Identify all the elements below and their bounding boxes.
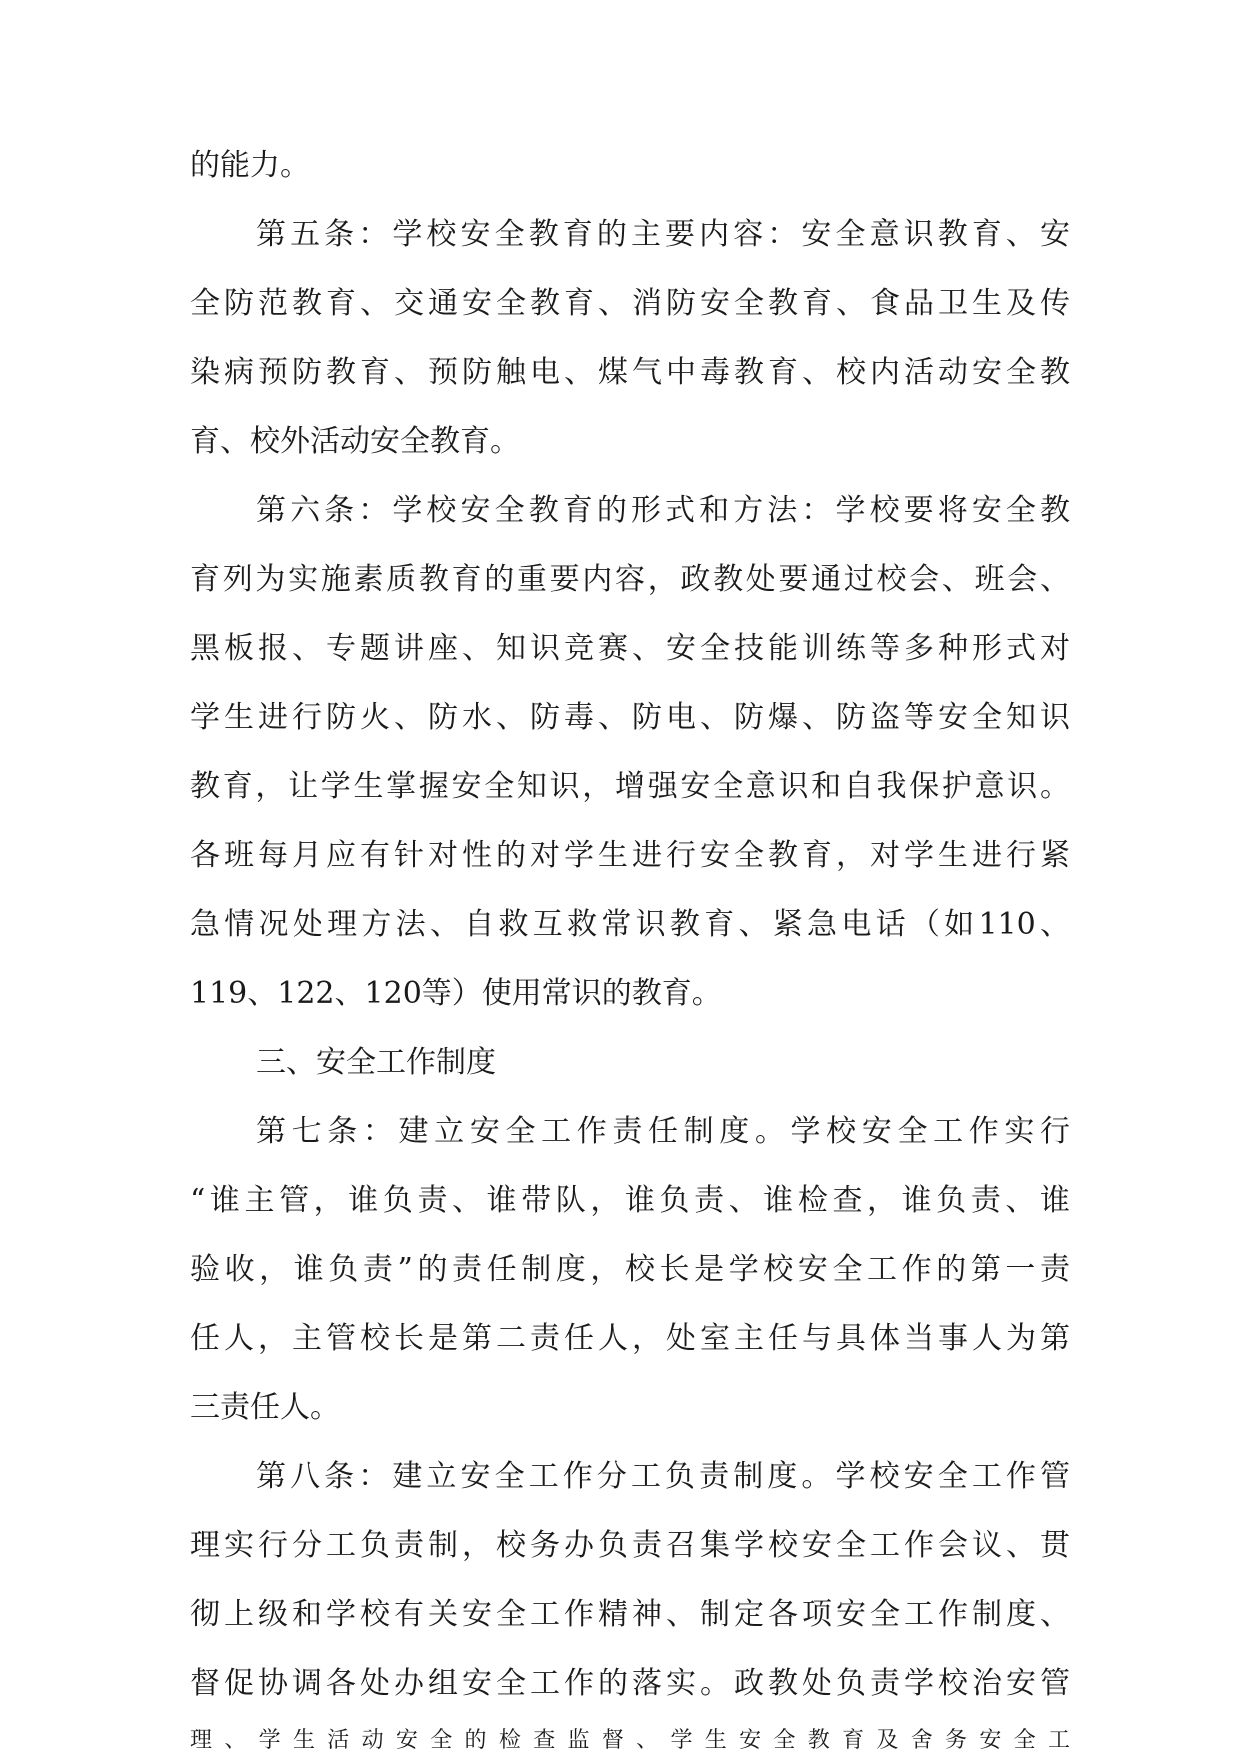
text-line: 染病预防教育、预防触电、煤气中毒教育、校内活动安全教: [190, 355, 1070, 390]
text-line: 的能力。: [190, 148, 310, 183]
text-line: 理、学生活动安全的检查监督、学生安全教育及舍务安全工: [190, 1728, 1070, 1753]
text-line: 第八条：建立安全工作分工负责制度。学校安全工作管: [256, 1459, 1070, 1494]
text-line: 黑板报、专题讲座、知识竞赛、安全技能训练等多种形式对: [190, 631, 1070, 666]
text-line: 彻上级和学校有关安全工作精神、制定各项安全工作制度、: [190, 1597, 1070, 1632]
text-line: 三责任人。: [190, 1390, 340, 1425]
text-line: 督促协调各处办组安全工作的落实。政教处负责学校治安管: [190, 1666, 1070, 1701]
text-line: 任人，主管校长是第二责任人，处室主任与具体当事人为第: [190, 1321, 1070, 1356]
text-line: 各班每月应有针对性的对学生进行安全教育，对学生进行紧: [190, 838, 1070, 873]
text-line: 急情况处理方法、自救互救常识教育、紧急电话（如110、: [190, 907, 1070, 942]
text-line: 119、122、120等）使用常识的教育。: [190, 976, 722, 1011]
text-line: 育列为实施素质教育的重要内容，政教处要通过校会、班会、: [190, 562, 1070, 597]
text-line: 教育，让学生掌握安全知识，增强安全意识和自我保护意识。: [190, 769, 1070, 804]
text-line: 第六条：学校安全教育的形式和方法：学校要将安全教: [256, 493, 1070, 528]
text-line: 学生进行防火、防水、防毒、防电、防爆、防盗等安全知识: [190, 700, 1070, 735]
text-line: 第五条：学校安全教育的主要内容：安全意识教育、安: [256, 217, 1070, 252]
text-line: 育、校外活动安全教育。: [190, 424, 520, 459]
section-heading: 三、安全工作制度: [256, 1045, 496, 1080]
text-line: 全防范教育、交通安全教育、消防安全教育、食品卫生及传: [190, 286, 1070, 321]
text-line: 理实行分工负责制，校务办负责召集学校安全工作会议、贯: [190, 1528, 1070, 1563]
text-line: 验收，谁负责”的责任制度，校长是学校安全工作的第一责: [190, 1252, 1070, 1287]
text-line: 第七条：建立安全工作责任制度。学校安全工作实行: [256, 1114, 1070, 1149]
text-line: “谁主管，谁负责、谁带队，谁负责、谁检查，谁负责、谁: [190, 1183, 1070, 1218]
